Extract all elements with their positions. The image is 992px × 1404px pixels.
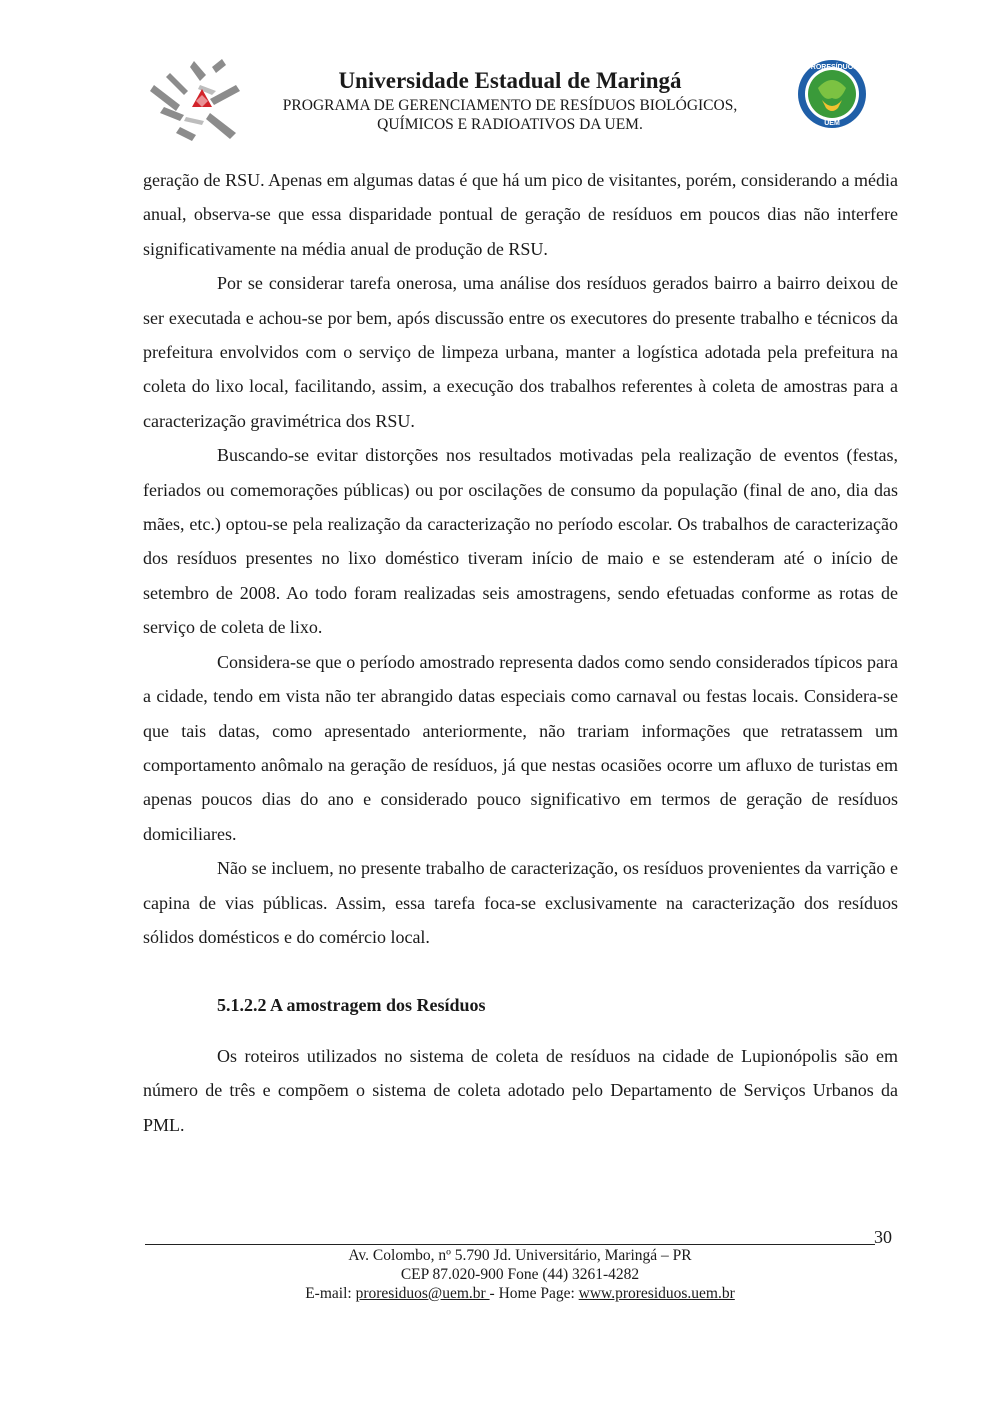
body-paragraph-4: Considera-se que o período amostrado representa dados como sendo considerados típicos para a cidade, tendo em vista não ter abrangido datas especiais como carnaval ou festas locais. Considera-se que tais datas, como apresentado anteriormente, não trariam informações que retratassem um comportamento anômalo na geração de resíduos, já que nestas ocasiões ocorre um afluxo de turistas em apenas poucos dias do ano e considerado pouco significativo em termos de geração de resíduos domiciliares. [143, 651, 898, 844]
footer-contact-line [200, 1284, 840, 1303]
footer-separator: - Home Page: [489, 1285, 579, 1302]
footer-address-line2: CEP 87.020-900 Fone (44) 3261-4282 [400, 1266, 640, 1283]
footer-email-label: E-mail: [305, 1285, 356, 1302]
body-paragraph-1: geração de RSU. Apenas em algumas datas é que há um pico de visitantes, porém, considerando a média anual, observa-se que essa disparidade pontual de geração de resíduos em poucos dias não interfere significativamente na média anual de produção de RSU. [143, 170, 898, 259]
uem-logo-icon [150, 55, 242, 141]
body-paragraph-3: Buscando-se evitar distorções nos resultados motivadas pela realização de eventos (festas, feriados ou comemorações públicas) ou por oscilações de consumo da população (final de ano, dia das mães, etc.) optou-se pela realização da caracterização no período escolar. Os trabalhos de caracterização dos resíduos presentes no lixo doméstico tiveram início de maio e se estenderam até o início de setembro de 2008. Ao todo foram realizadas seis amostragens, sendo efetuadas conforme as rotas de serviço de coleta de lixo. [143, 445, 898, 638]
section-heading: 5.1.2.2 A amostragem dos Resíduos [217, 995, 486, 1016]
program-subtitle-line1: PROGRAMA DE GERENCIAMENTO DE RESÍDUOS BIOLÓGICOS, [282, 97, 738, 114]
proresiduos-logo-uem: UEM [824, 120, 840, 127]
body-paragraph-2: Por se considerar tarefa onerosa, uma análise dos resíduos gerados bairro a bairro deixou de ser executada e achou-se por bem, após discussão entre os executores do presente trabalho e técnicos da prefeitura envolvidos com o serviço de limpeza urbana, manter a logística adotada pela prefeitura na coleta do lixo local, facilitando, assim, a execução dos trabalhos referentes à coleta de amostras para a caracterização gravimétrica dos RSU. [143, 273, 898, 431]
section-paragraph: Os roteiros utilizados no sistema de coleta de resíduos na cidade de Lupionópolis são em número de três e compõem o sistema de coleta adotado pelo Departamento de Serviços Urbanos da PML. [143, 1045, 898, 1135]
proresiduos-logo-icon [796, 58, 868, 130]
page-footer [200, 1246, 840, 1303]
program-subtitle [250, 96, 770, 134]
page-header [0, 0, 992, 150]
footer-address-line1: Av. Colombo, nº 5.790 Jd. Universitário, Maringá – PR [348, 1247, 692, 1264]
document-body [143, 163, 898, 1142]
footer-divider [145, 1244, 875, 1245]
program-subtitle-line2: QUÍMICOS E RADIOATIVOS DA UEM. [377, 116, 643, 133]
body-paragraph-5: Não se incluem, no presente trabalho de caracterização, os resíduos provenientes da varrição e capina de vias públicas. Assim, essa tarefa foca-se exclusivamente na caracterização dos resíduos sólidos domésticos e do comércio local. [143, 858, 898, 947]
page-number: 30 [874, 1227, 892, 1247]
footer-email-link[interactable]: proresiduos@uem.br [355, 1285, 490, 1302]
footer-homepage-link[interactable]: www.proresiduos.uem.br [578, 1285, 735, 1302]
university-title: Universidade Estadual de Maringá [338, 68, 682, 93]
proresiduos-logo-text: PRORESÍDUOS [806, 64, 858, 71]
